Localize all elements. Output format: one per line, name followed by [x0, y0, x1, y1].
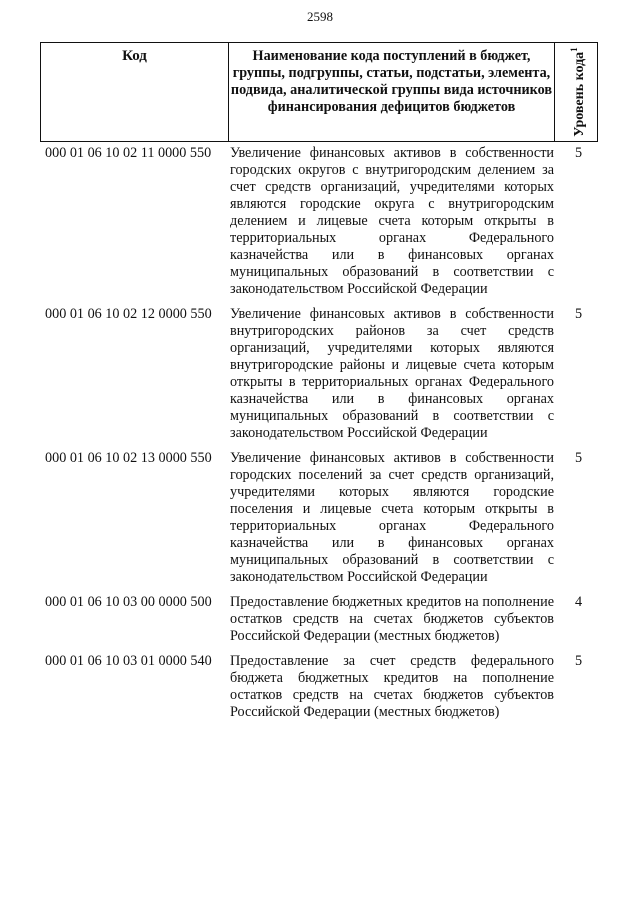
table-row [40, 306, 600, 442]
table-body [40, 145, 600, 729]
row-text: Предоставление бюджетных кредитов на пополнение остатков средств на счетах бюджетов субъектов Российской Федерации (местных бюджетов) [230, 594, 554, 644]
row-code: 000 01 06 10 02 11 0000 550 [45, 145, 212, 161]
row-text: Увеличение финансовых активов в собственности внутригородских районов за счет средств организаций, учредителями которых являются внутригородские районы и лицевые счета которым открыты в территориальных органах Федерального казначейства или в финансовых органах муниципальных образований в соответствии с законодательством Российской Федерации [230, 306, 554, 441]
row-code: 000 01 06 10 02 12 0000 550 [45, 306, 212, 322]
row-code: 000 01 06 10 03 00 0000 500 [45, 594, 212, 610]
row-code: 000 01 06 10 03 01 0000 540 [45, 653, 212, 669]
table-row [40, 145, 600, 298]
row-level: 5 [575, 306, 583, 322]
row-level: 5 [575, 653, 583, 669]
header-level-footnote: 1 [569, 47, 580, 52]
header-code: Код [41, 43, 229, 141]
header-level-text: Уровень кода [571, 51, 587, 137]
row-level: 5 [575, 450, 583, 466]
row-text: Увеличение финансовых активов в собственности городских округов с внутригородским делением за счет средств организаций, учредителями которых являются городские округа с внутригородским делением и лицевые счета которым открыты в территориальных органах Федерального казначейства или в финансовых органах муниципальных образований в соответствии с законодательством Российской Федерации [230, 145, 554, 297]
row-level: 5 [575, 145, 583, 161]
table-row [40, 450, 600, 586]
table-row [40, 653, 600, 721]
row-level: 4 [575, 594, 583, 610]
page-number: 2598 [307, 9, 333, 24]
table-header [40, 42, 598, 142]
header-level [555, 43, 599, 141]
row-text: Увеличение финансовых активов в собственности городских поселений за счет средств организаций, учредителями которых являются городские поселения и лицевые счета которым открыты в территориальных органах Федерального казначейства или в финансовых органах муниципальных образований в соответствии с законодательством Российской Федерации [230, 450, 554, 585]
table-row [40, 594, 600, 645]
row-text: Предоставление за счет средств федерального бюджета бюджетных кредитов на пополнение остатков средств на счетах бюджетов субъектов Российской Федерации (местных бюджетов) [230, 653, 554, 720]
row-code: 000 01 06 10 02 13 0000 550 [45, 450, 212, 466]
header-level-label [566, 47, 588, 136]
header-name: Наименование кода поступлений в бюджет, группы, подгруппы, статьи, подстатьи, элемента, подвида, аналитической группы вида источников финансирования дефицитов бюджетов [229, 43, 555, 141]
